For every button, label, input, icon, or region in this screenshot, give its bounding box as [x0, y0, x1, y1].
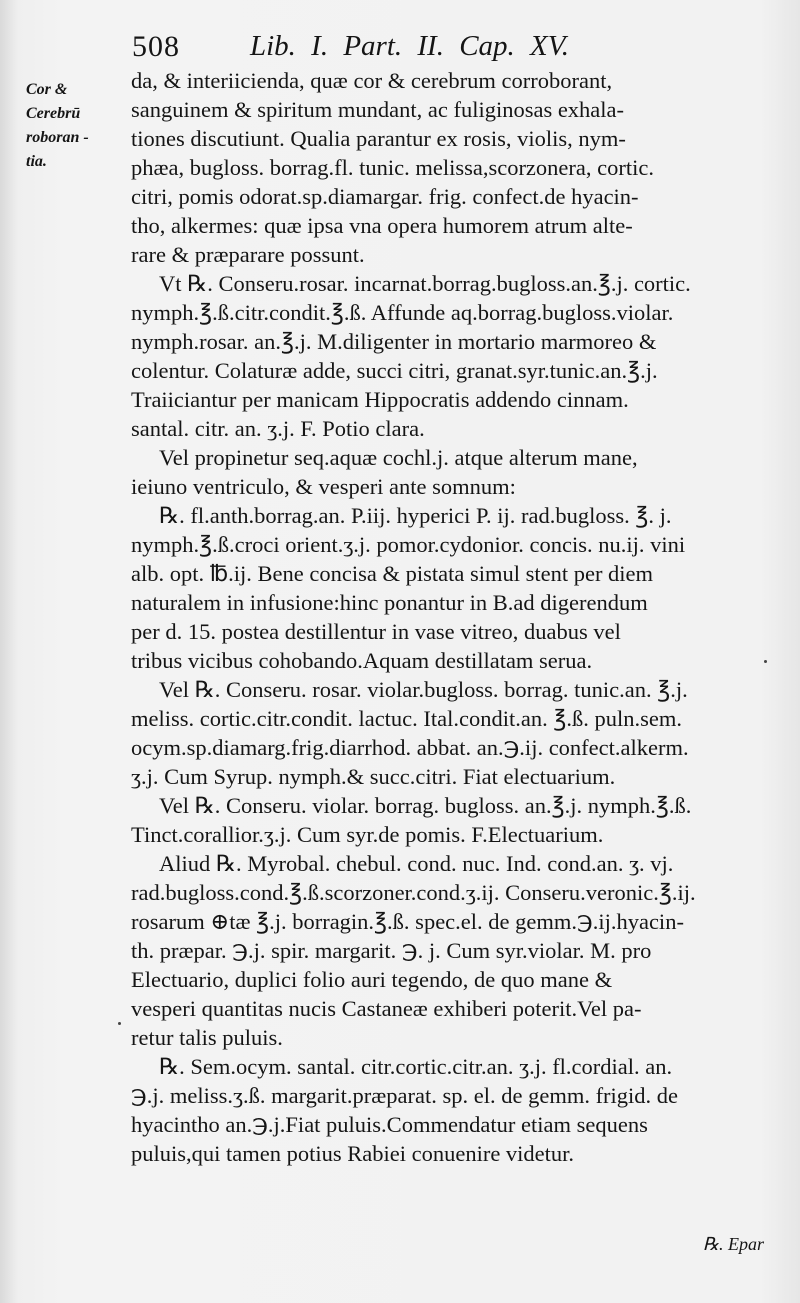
- page-number: 508: [132, 30, 180, 63]
- text-line: tho, alkermes: quæ ipsa vna opera humorem atrum alte-: [131, 213, 633, 238]
- running-head: Lib. I. Part. II. Cap. XV.: [250, 30, 569, 62]
- marginal-note: [26, 78, 126, 174]
- text-line: puluis,qui tamen potius Rabiei conuenire videtur.: [131, 1141, 575, 1166]
- text-line: santal. citr. an. ʒ.j. F. Potio clara.: [131, 416, 425, 441]
- text-line: Tinct.corallior.ʒ.j. Cum syr.de pomis. F.Electuarium.: [131, 822, 604, 847]
- text-line: phæa, bugloss. borrag.fl. tunic. melissa,scorzonera, cortic.: [131, 155, 654, 180]
- marginal-note-line: tia.: [26, 153, 47, 170]
- text-line: ieiuno ventriculo, & vesperi ante somnum:: [131, 474, 516, 499]
- text-line: da, & interiicienda, quæ cor & cerebrum corroborant,: [131, 68, 613, 93]
- text-line: ℞. fl.anth.borrag.an. P.iij. hyperici P. ij. rad.bugloss. ℥. j.: [159, 503, 672, 528]
- marginal-note-line: Cerebrū: [26, 105, 81, 122]
- text-line: tiones discutiunt. Qualia parantur ex rosis, violis, nym-: [131, 126, 626, 151]
- ink-speck: [118, 1022, 121, 1025]
- main-text-block: [131, 66, 771, 1168]
- text-line: tribus vicibus cohobando.Aquam destillatam serua.: [131, 648, 593, 673]
- text-line: sanguinem & spiritum mundant, ac fuliginosas exhala-: [131, 97, 625, 122]
- text-line: Traiiciantur per manicam Hippocratis addendo cinnam.: [131, 387, 629, 412]
- text-line: Aliud ℞. Myrobal. chebul. cond. nuc. Ind. cond.an. ʒ. vj.: [159, 851, 674, 876]
- text-line: Vt ℞. Conseru.rosar. incarnat.borrag.bugloss.an.℥.j. cortic.: [159, 271, 691, 296]
- text-line: Vel ℞. Conseru. rosar. violar.bugloss. borrag. tunic.an. ℥.j.: [159, 677, 688, 702]
- text-line: per d. 15. postea destillentur in vase vitreo, duabus vel: [131, 619, 621, 644]
- text-line: Electuario, duplici folio auri tegendo, de quo mane &: [131, 967, 613, 992]
- text-line: ocym.sp.diamarg.frig.diarrhod. abbat. an.℈.ij. confect.alkerm.: [131, 735, 689, 760]
- text-line: naturalem in infusione:hinc ponantur in B.ad digerendum: [131, 590, 648, 615]
- text-line: meliss. cortic.citr.condit. lactuc. Ital.condit.an. ℥.ß. puln.sem.: [131, 706, 682, 731]
- text-line: nymph.rosar. an.℥.j. M.diligenter in mortario marmoreo &: [131, 329, 657, 354]
- text-line: rare & præparare possunt.: [131, 242, 365, 267]
- text-line: rosarum ⊕tæ ℥.j. borragin.℥.ß. spec.el. de gemm.℈.ij.hyacin-: [131, 909, 684, 934]
- text-line: citri, pomis odorat.sp.diamargar. frig. confect.de hyacin-: [131, 184, 639, 209]
- text-line: nymph.℥.ß.croci orient.ʒ.j. pomor.cydonior. concis. nu.ij. vini: [131, 532, 686, 557]
- marginal-note-line: roboran -: [26, 129, 89, 146]
- text-line: ʒ.j. Cum Syrup. nymph.& succ.citri. Fiat electuarium.: [131, 764, 616, 789]
- text-line: vesperi quantitas nucis Castaneæ exhiberi poterit.Vel pa-: [131, 996, 642, 1021]
- text-line: ℞. Sem.ocym. santal. citr.cortic.citr.an. ʒ.j. fl.cordial. an.: [159, 1054, 673, 1079]
- marginal-note-line: Cor &: [26, 81, 68, 98]
- text-line: retur talis puluis.: [131, 1025, 283, 1050]
- page-header: [132, 30, 652, 70]
- text-line: nymph.℥.ß.citr.condit.℥.ß. Affunde aq.borrag.bugloss.violar.: [131, 300, 674, 325]
- text-line: colentur. Colaturæ adde, succi citri, granat.syr.tunic.an.℥.j.: [131, 358, 658, 383]
- text-line: rad.bugloss.cond.℥.ß.scorzoner.cond.ʒ.ij. Conseru.veronic.℥.ij.: [131, 880, 696, 905]
- text-line: alb. opt. ℔.ij. Bene concisa & pistata simul stent per diem: [131, 561, 654, 586]
- text-line: th. præpar. ℈.j. spir. margarit. ℈. j. Cum syr.violar. M. pro: [131, 938, 652, 963]
- ink-speck: [764, 660, 767, 663]
- text-line: hyacintho an.℈.j.Fiat puluis.Commendatur etiam sequens: [131, 1112, 648, 1137]
- catchword: ℞. Epar: [702, 1234, 764, 1254]
- text-line: Vel ℞. Conseru. violar. borrag. bugloss. an.℥.j. nymph.℥.ß.: [159, 793, 692, 818]
- text-line: ℈.j. meliss.ʒ.ß. margarit.præparat. sp. el. de gemm. frigid. de: [131, 1083, 679, 1108]
- text-line: Vel propinetur seq.aquæ cochl.j. atque alterum mane,: [159, 445, 638, 470]
